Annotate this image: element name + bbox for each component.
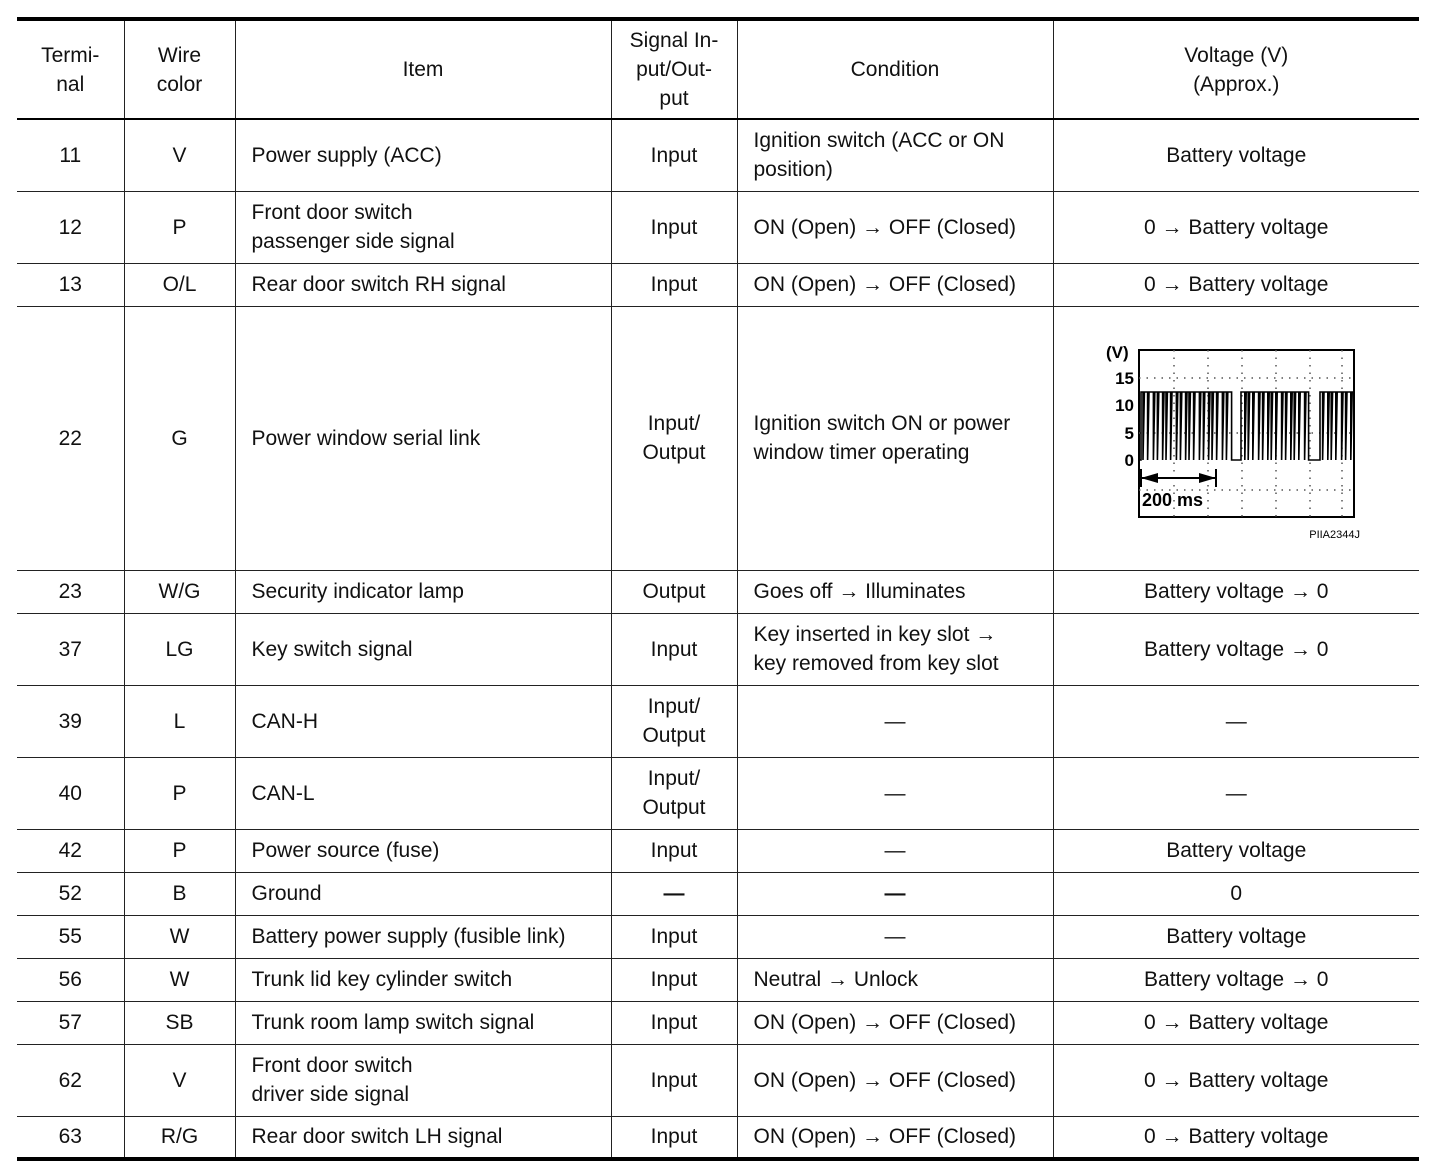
wire-color-cell: V [124,1044,235,1116]
terminal-cell: 62 [17,1044,124,1116]
time-span-label: 200 ms [1141,490,1203,510]
condition-cell: — [737,829,1053,872]
item-cell: CAN-H [235,685,611,757]
condition-cell: Neutral → Unlock [737,958,1053,1001]
voltage-cell: Battery voltage → 0 [1053,570,1419,613]
signal-cell: Input [611,915,737,958]
condition-cell: — [737,872,1053,915]
wire-color-cell: W [124,915,235,958]
condition-cell: Ignition switch ON or power window timer operating [737,306,1053,570]
header-condition: Condition [737,19,1053,119]
wire-color-cell: P [124,757,235,829]
voltage-cell: — [1053,685,1419,757]
terminal-cell: 40 [17,757,124,829]
signal-cell: Input [611,263,737,306]
terminal-cell: 23 [17,570,124,613]
table-row [17,757,1419,829]
table-row [17,613,1419,685]
signal-cell: Input [611,191,737,263]
wire-color-cell: W [124,958,235,1001]
signal-cell: Input [611,119,737,191]
item-cell: Security indicator lamp [235,570,611,613]
wire-color-cell: W/G [124,570,235,613]
terminal-cell: 42 [17,829,124,872]
signal-cell: Input [611,1001,737,1044]
wire-color-cell: P [124,829,235,872]
item-cell: Trunk lid key cylinder switch [235,958,611,1001]
item-cell: Rear door switch LH signal [235,1116,611,1159]
item-cell: Ground [235,872,611,915]
terminal-cell: 56 [17,958,124,1001]
signal-cell: Input [611,1116,737,1159]
voltage-cell: 0 → Battery voltage [1053,191,1419,263]
item-cell: Key switch signal [235,613,611,685]
voltage-cell: 0 → Battery voltage [1053,1116,1419,1159]
voltage-cell: Battery voltage → 0 [1053,613,1419,685]
item-cell: Battery power supply (fusible link) [235,915,611,958]
table-row [17,1116,1419,1159]
table-row [17,191,1419,263]
signal-cell: Input/ Output [611,685,737,757]
signal-cell: Input [611,613,737,685]
table-row [17,119,1419,191]
waveform-ytick: 0 [1124,451,1134,470]
item-cell: Power supply (ACC) [235,119,611,191]
table-row [17,958,1419,1001]
voltage-cell: 0 [1053,872,1419,915]
voltage-cell: Battery voltage [1053,915,1419,958]
condition-cell: ON (Open) → OFF (Closed) [737,1116,1053,1159]
voltage-cell: Battery voltage → 0 [1053,958,1419,1001]
condition-cell: ON (Open) → OFF (Closed) [737,191,1053,263]
table-row [17,685,1419,757]
condition-cell: Ignition switch (ACC or ON position) [737,119,1053,191]
condition-cell: — [737,915,1053,958]
terminal-cell: 57 [17,1001,124,1044]
wire-color-cell: P [124,191,235,263]
signal-cell: Input/ Output [611,757,737,829]
waveform-ytick: 5 [1124,424,1134,443]
table-row [17,263,1419,306]
table-row [17,1044,1419,1116]
table-row [17,570,1419,613]
wire-color-cell: R/G [124,1116,235,1159]
header-terminal: Termi- nal [41,43,100,96]
condition-cell: — [737,757,1053,829]
condition-cell: Key inserted in key slot → key removed from key slot [737,613,1053,685]
header-item: Item [235,19,611,119]
header-row [17,19,1419,119]
item-cell: Power window serial link [235,306,611,570]
signal-cell: Input/ Output [611,306,737,570]
signal-cell: Input [611,829,737,872]
voltage-cell: 0 → Battery voltage [1053,263,1419,306]
signal-cell: Output [611,570,737,613]
voltage-waveform-cell [1053,306,1419,570]
terminal-cell: 39 [17,685,124,757]
signal-cell: Input [611,1044,737,1116]
terminal-table [17,17,1419,1161]
figure-id: PIIA2344J [1308,529,1360,541]
terminal-cell: 52 [17,872,124,915]
item-cell: Front door switch passenger side signal [235,191,611,263]
item-cell: Front door switch driver side signal [235,1044,611,1116]
condition-cell: ON (Open) → OFF (Closed) [737,1001,1053,1044]
voltage-cell: 0 → Battery voltage [1053,1001,1419,1044]
wire-color-cell: L [124,685,235,757]
item-cell: CAN-L [235,757,611,829]
signal-cell: Input [611,958,737,1001]
condition-cell: — [737,685,1053,757]
voltage-cell: Battery voltage [1053,829,1419,872]
terminal-cell: 63 [17,1116,124,1159]
wire-color-cell: V [124,119,235,191]
wire-color-cell: SB [124,1001,235,1044]
waveform-figure [1054,307,1420,569]
terminal-cell: 12 [17,191,124,263]
terminal-cell: 13 [17,263,124,306]
header-wire-color: Wire color [124,19,235,119]
wire-color-cell: O/L [124,263,235,306]
waveform-unit-label: (V) [1105,345,1129,362]
terminal-cell: 37 [17,613,124,685]
table-row [17,872,1419,915]
table-row [17,829,1419,872]
item-cell: Power source (fuse) [235,829,611,872]
header-voltage: Voltage (V) (Approx.) [1053,19,1419,119]
voltage-cell: Battery voltage [1053,119,1419,191]
waveform-ytick: 10 [1114,396,1134,415]
table-row [17,1001,1419,1044]
condition-cell: Goes off → Illuminates [737,570,1053,613]
waveform-graph [1104,345,1364,555]
terminal-cell: 55 [17,915,124,958]
table-row [17,915,1419,958]
table-row [17,306,1419,570]
wire-color-cell: LG [124,613,235,685]
terminal-cell: 11 [17,119,124,191]
header-signal: Signal In- put/Out- put [611,19,737,119]
item-cell: Trunk room lamp switch signal [235,1001,611,1044]
wire-color-cell: B [124,872,235,915]
terminal-cell: 22 [17,306,124,570]
item-cell: Rear door switch RH signal [235,263,611,306]
signal-cell: — [611,872,737,915]
voltage-cell: 0 → Battery voltage [1053,1044,1419,1116]
waveform-ytick: 15 [1114,369,1134,388]
voltage-cell: — [1053,757,1419,829]
wire-color-cell: G [124,306,235,570]
condition-cell: ON (Open) → OFF (Closed) [737,263,1053,306]
condition-cell: ON (Open) → OFF (Closed) [737,1044,1053,1116]
